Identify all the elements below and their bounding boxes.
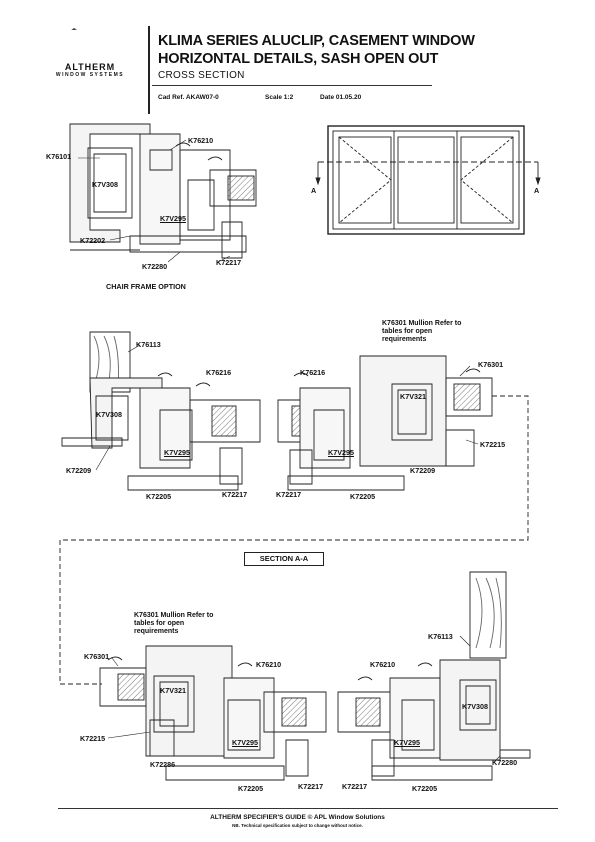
footer-line-2: NB. Technical specification subject to change without notice. xyxy=(232,823,363,828)
label-k72217: K72217 xyxy=(342,782,368,791)
section-marker-left: A xyxy=(311,186,317,195)
title-line-1: KLIMA SERIES ALUCLIP, CASEMENT WINDOW xyxy=(158,33,475,49)
detail-2-jamb-left xyxy=(62,332,260,490)
label-k72280: K72280 xyxy=(142,262,168,271)
label-k72209: K72209 xyxy=(66,466,92,475)
label-k72205: K72205 xyxy=(146,492,172,501)
title-line-2: HORIZONTAL DETAILS, SASH OPEN OUT xyxy=(158,51,439,67)
label-k72215: K72215 xyxy=(80,734,106,743)
label-k7v321: K7V321 xyxy=(160,686,186,695)
scale: Scale 1:2 xyxy=(265,94,294,101)
detail-3-mullion-note: K76301 Mullion Refer to tables for open requirements xyxy=(382,320,462,343)
label-k72217: K72217 xyxy=(276,490,302,499)
section-marker-right: A xyxy=(534,186,540,195)
subtitle: CROSS SECTION xyxy=(158,70,245,81)
label-k7v295: K7V295 xyxy=(160,214,186,223)
label-k7v308: K7V308 xyxy=(462,702,488,711)
detail-4-mullion xyxy=(100,646,326,780)
label-k76113: K76113 xyxy=(136,340,161,349)
label-k7v308: K7V308 xyxy=(96,410,122,419)
detail-1-caption: CHAIR FRAME OPTION xyxy=(106,282,186,291)
label-k72217: K72217 xyxy=(298,782,324,791)
label-k76210: K76210 xyxy=(188,136,214,145)
detail-5-jamb-right xyxy=(338,572,530,780)
label-k72215: K72215 xyxy=(480,440,506,449)
date: Date 01.05.20 xyxy=(320,94,362,101)
detail-3-mullion xyxy=(60,356,528,684)
cad-ref: Cad Ref. AKAW07-0 xyxy=(158,94,219,101)
label-k7v308: K7V308 xyxy=(92,180,118,189)
label-k7v295: K7V295 xyxy=(232,738,258,747)
label-k76301: K76301 xyxy=(478,360,504,369)
label-k72280: K72280 xyxy=(492,758,518,767)
footer-rule xyxy=(58,808,558,809)
label-k72205: K72205 xyxy=(350,492,376,501)
label-k72209: K72209 xyxy=(410,466,436,475)
detail-4-mullion-note: K76301 Mullion Refer to tables for open requirements xyxy=(134,612,214,635)
label-k76210: K76210 xyxy=(370,660,396,669)
elevation-view xyxy=(316,126,540,234)
section-a-a-label: SECTION A-A xyxy=(244,552,324,566)
label-k76113: K76113 xyxy=(428,632,453,641)
label-k7v295: K7V295 xyxy=(394,738,420,747)
label-k72205: K72205 xyxy=(412,784,438,793)
logo-tagline: WINDOW SYSTEMS xyxy=(55,72,125,78)
label-k76101: K76101 xyxy=(46,152,72,161)
label-k7v295: K7V295 xyxy=(328,448,354,457)
label-k72286: K72286 xyxy=(150,760,176,769)
label-k72217: K72217 xyxy=(222,490,248,499)
logo-name: ALTHERM xyxy=(64,62,116,72)
label-k76210: K76210 xyxy=(256,660,282,669)
label-k7v295: K7V295 xyxy=(164,448,190,457)
label-k76216: K76216 xyxy=(206,368,232,377)
label-k76216: K76216 xyxy=(300,368,326,377)
label-k72205: K72205 xyxy=(238,784,264,793)
label-k72217: K72217 xyxy=(216,258,242,267)
label-k7v321: K7V321 xyxy=(400,392,426,401)
label-k76301: K76301 xyxy=(84,652,110,661)
label-k72202: K72202 xyxy=(80,236,106,245)
footer-line-1: ALTHERM SPECIFIER'S GUIDE © APL Window Solutions xyxy=(210,814,385,821)
